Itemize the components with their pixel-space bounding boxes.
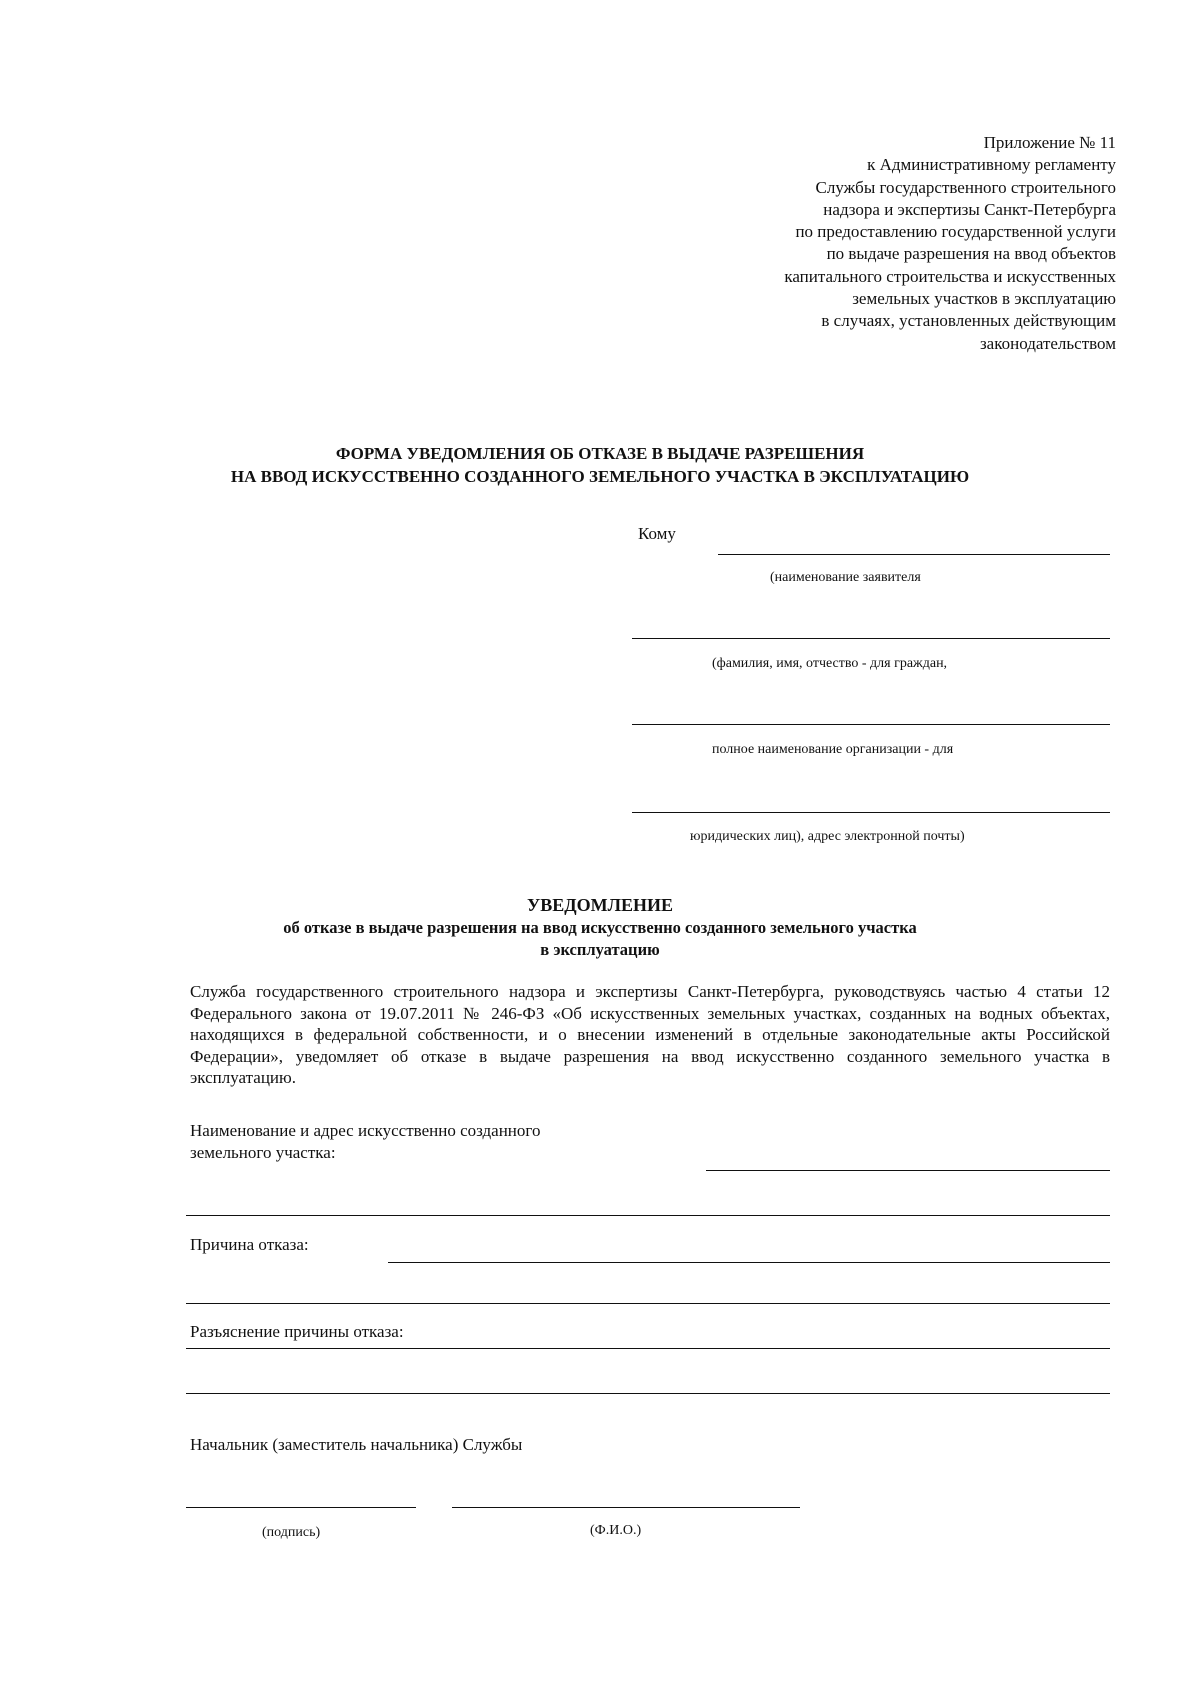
signatory-position: Начальник (заместитель начальника) Службы [190, 1435, 523, 1454]
full-name-caption: (Ф.И.О.) [590, 1523, 642, 1538]
recipient-line-3[interactable] [632, 724, 1110, 725]
appendix-line: Приложение № 11 [983, 133, 1116, 152]
form-title [0, 442, 1200, 488]
appendix-header [784, 132, 1116, 355]
recipient-line-2[interactable] [632, 638, 1110, 639]
appendix-line: в случаях, установленных действующим [821, 311, 1116, 331]
plot-label-line: Наименование и адрес искусственно созданного [190, 1121, 541, 1140]
plot-address-line-2[interactable] [186, 1215, 1110, 1216]
explanation-line-2[interactable] [186, 1393, 1110, 1394]
recipient-caption: (фамилия, имя, отчество - для граждан, [712, 656, 948, 671]
notice-body: Служба государственного строительного надзора и экспертизы Санкт-Петербурга, руководствуясь частью 4 статьи 12 Федерального закона от 19.07.2011 № 246-ФЗ «Об искусственных земельных участках, созданных на водных объектах, находящихся в федеральной собственности, и о внесении изменений в отдельные законодательные акты Российской Федерации», уведомляет об отказе в выдаче разрешения на ввод искусственно созданного земельного участка в эксплуатацию. [190, 982, 1110, 1088]
full-name-line[interactable] [452, 1507, 800, 1508]
appendix-line: Службы государственного строительного [815, 177, 1116, 197]
reason-label: Причина отказа: [190, 1235, 309, 1254]
notice-subtitle [0, 917, 1200, 961]
plot-label [190, 1120, 540, 1164]
appendix-line: надзора и экспертизы Санкт-Петербурга [823, 199, 1116, 219]
notice-subtitle-line: в эксплуатацию [540, 940, 660, 959]
reason-line[interactable] [388, 1262, 1110, 1263]
recipient-label: Кому [638, 524, 676, 543]
reason-line-2[interactable] [186, 1303, 1110, 1304]
appendix-line: к Административному регламенту [867, 155, 1116, 175]
signature-caption: (подпись) [262, 1525, 321, 1540]
form-title-line: НА ВВОД ИСКУССТВЕННО СОЗДАННОГО ЗЕМЕЛЬНОГО УЧАСТКА В ЭКСПЛУАТАЦИЮ [230, 467, 970, 486]
recipient-caption: полное наименование организации - для [712, 742, 954, 757]
form-title-line: ФОРМА УВЕДОМЛЕНИЯ ОБ ОТКАЗЕ В ВЫДАЧЕ РАЗРЕШЕНИЯ [335, 444, 865, 463]
appendix-line: капитального строительства и искусственных [784, 266, 1116, 286]
recipient-name-line[interactable] [718, 554, 1110, 555]
notice-title: УВЕДОМЛЕНИЕ [526, 895, 674, 915]
appendix-line: законодательством [979, 333, 1116, 353]
explanation-label: Разъяснение причины отказа: [190, 1322, 404, 1341]
appendix-line: земельных участков в эксплуатацию [852, 289, 1116, 309]
appendix-line: по предоставлению государственной услуги [795, 222, 1116, 242]
plot-address-line[interactable] [706, 1170, 1110, 1171]
plot-label-line: земельного участка: [190, 1143, 336, 1162]
signature-line[interactable] [186, 1507, 416, 1508]
explanation-line[interactable] [186, 1348, 1110, 1349]
recipient-caption: юридических лиц), адрес электронной почты) [690, 829, 965, 844]
notice-subtitle-line: об отказе в выдаче разрешения на ввод искусственно созданного земельного участка [283, 918, 917, 937]
recipient-caption: (наименование заявителя [770, 570, 921, 585]
recipient-line-4[interactable] [632, 812, 1110, 813]
appendix-line: по выдаче разрешения на ввод объектов [826, 244, 1116, 264]
